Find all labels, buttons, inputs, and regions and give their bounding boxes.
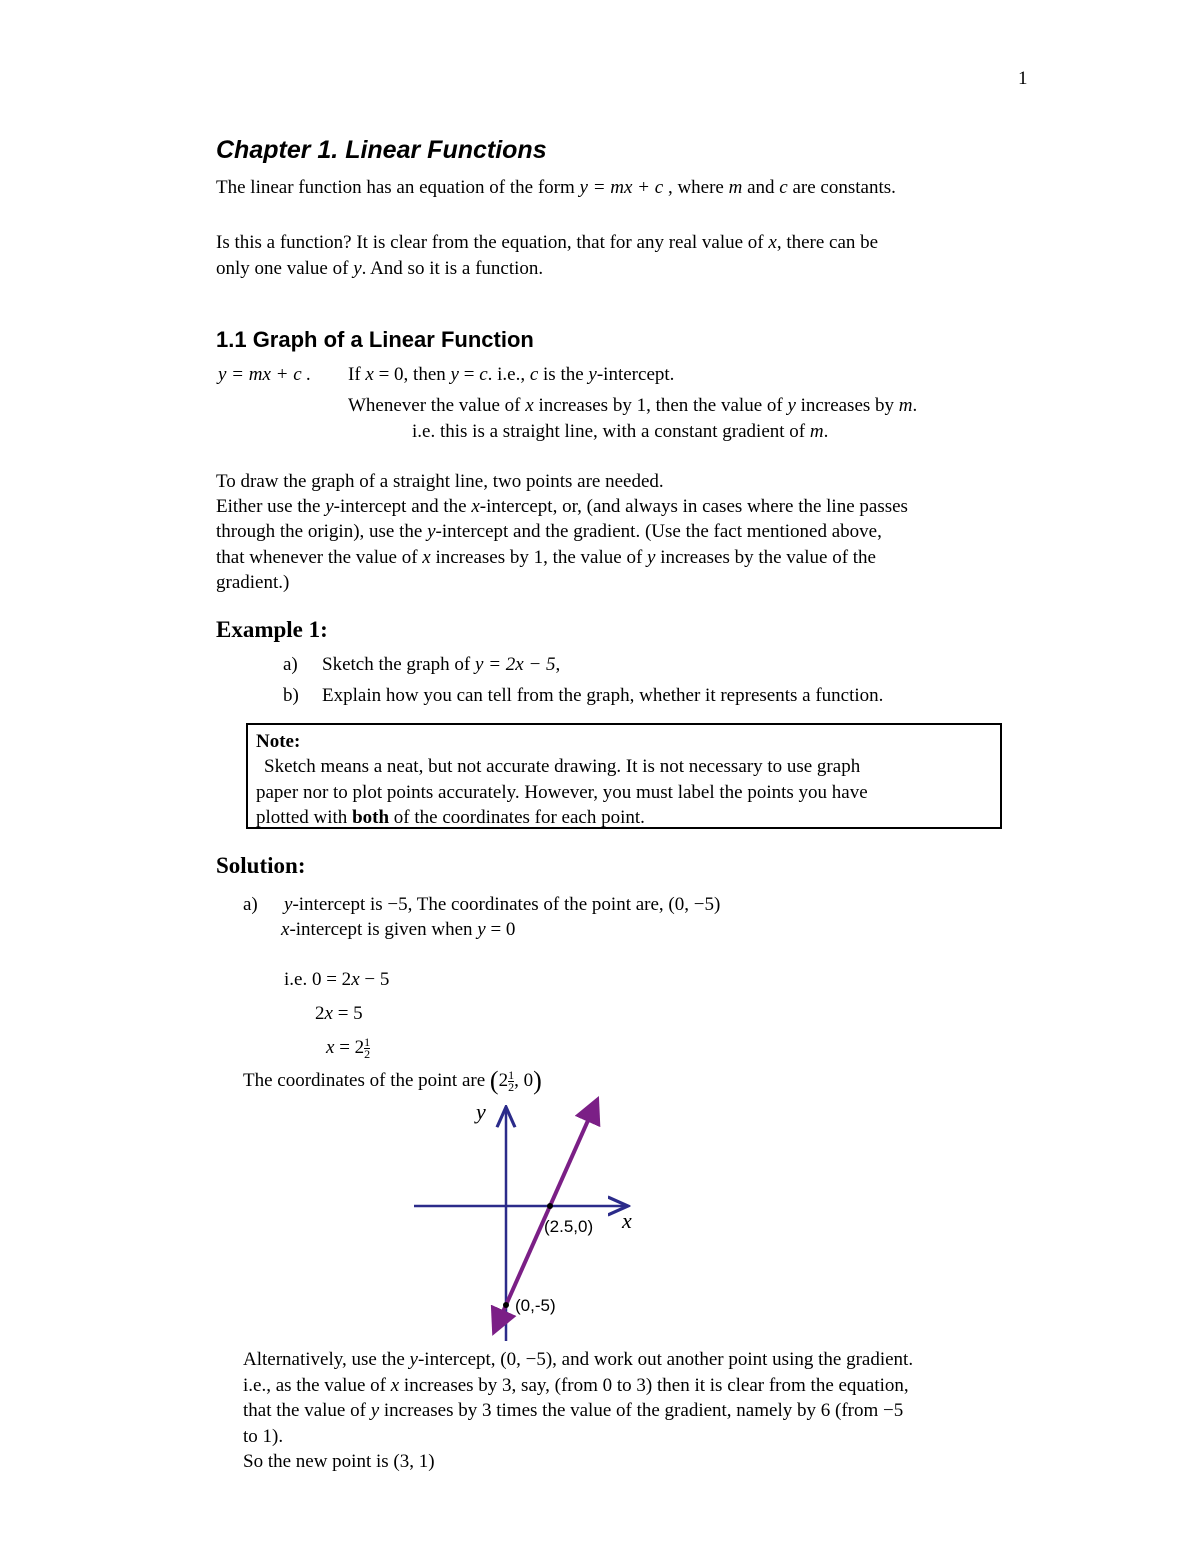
note-line-2: paper nor to plot points accurately. However, you must label the points you have <box>256 782 868 803</box>
intro-line-1: The linear function has an equation of the form y = mx + c , where m and c are constants. <box>216 177 896 198</box>
alt-line-1: Alternatively, use the y-intercept, (0, −5), and work out another point using the gradient. <box>243 1349 914 1370</box>
point-marker-1 <box>547 1203 553 1209</box>
x-axis-label: x <box>622 1208 632 1233</box>
solution-title: Solution: <box>216 853 306 878</box>
draw-line-3: through the origin), use the y-intercept and the gradient. (Use the fact mentioned above, <box>216 521 882 542</box>
draw-line-4: that whenever the value of x increases by 1, the value of y increases by the value of the <box>216 547 876 568</box>
note-box <box>246 723 1002 829</box>
solution-step-2: 2x = 5 <box>315 1003 363 1024</box>
alt-line-2: i.e., as the value of x increases by 3, say, (from 0 to 3) then it is clear from the equation, <box>243 1375 909 1396</box>
example-a-text: Sketch the graph of y = 2x − 5, <box>322 654 561 675</box>
alt-line-3: that the value of y increases by 3 times the value of the gradient, namely by 6 (from −5 <box>243 1400 904 1421</box>
draw-line-5: gradient.) <box>216 572 290 593</box>
solution-step-3: x = 2 $\frac{1}{2}$ <box>326 1035 371 1062</box>
linear-graph <box>400 1095 660 1345</box>
graph-point-3: i.e. this is a straight line, with a constant gradient of m. <box>412 421 829 442</box>
solution-line-1: y-intercept is −5, The coordinates of the point are, (0, −5) <box>284 894 721 915</box>
graph-point-1: If x = 0, then y = c. i.e., c is the y-intercept. <box>348 364 675 385</box>
alt-line-4: to 1). <box>243 1426 284 1447</box>
draw-line-2: Either use the y-intercept and the x-intercept, or, (and always in cases where the line passes <box>216 496 908 517</box>
note-heading: Note: <box>256 731 301 752</box>
intro-line-2: Is this a function? It is clear from the equation, that for any real value of x, there can be <box>216 232 879 253</box>
half-fraction: $\frac{1}{2}$ <box>364 1035 371 1062</box>
intro-line-3: only one value of y. And so it is a function. <box>216 258 544 279</box>
draw-line-1: To draw the graph of a straight line, two points are needed. <box>216 471 664 492</box>
example-a-label: a) <box>283 654 298 675</box>
point-marker-0 <box>503 1302 509 1308</box>
example-b-label: b) <box>283 685 299 706</box>
alt-line-5: So the new point is (3, 1) <box>243 1451 435 1472</box>
page-number: 1 <box>1018 68 1028 89</box>
solution-point-line: The coordinates of the point are (2 $\frac{1}{2}$ , 0) <box>243 1066 542 1095</box>
y-axis-label: y <box>476 1099 486 1124</box>
note-line-1: Sketch means a neat, but not accurate drawing. It is not necessary to use graph <box>264 756 861 777</box>
solution-step-1: i.e. 0 = 2x − 5 <box>284 969 390 990</box>
point-label-0: (0,-5) <box>515 1296 556 1315</box>
solution-line-2: x-intercept is given when y = 0 <box>281 919 516 940</box>
solution-a-label: a) <box>243 894 258 915</box>
example-b-text: Explain how you can tell from the graph, whether it represents a function. <box>322 685 884 706</box>
example-title: Example 1: <box>216 617 328 642</box>
section-title: 1.1 Graph of a Linear Function <box>216 327 534 352</box>
graph-equation: y = mx + c . <box>218 364 312 385</box>
graph-point-2: Whenever the value of x increases by 1, then the value of y increases by m. <box>348 395 918 416</box>
point-label-1: (2.5,0) <box>544 1217 594 1236</box>
chapter-title: Chapter 1. Linear Functions <box>216 136 547 164</box>
note-line-3: plotted with both of the coordinates for each point. <box>256 807 645 828</box>
